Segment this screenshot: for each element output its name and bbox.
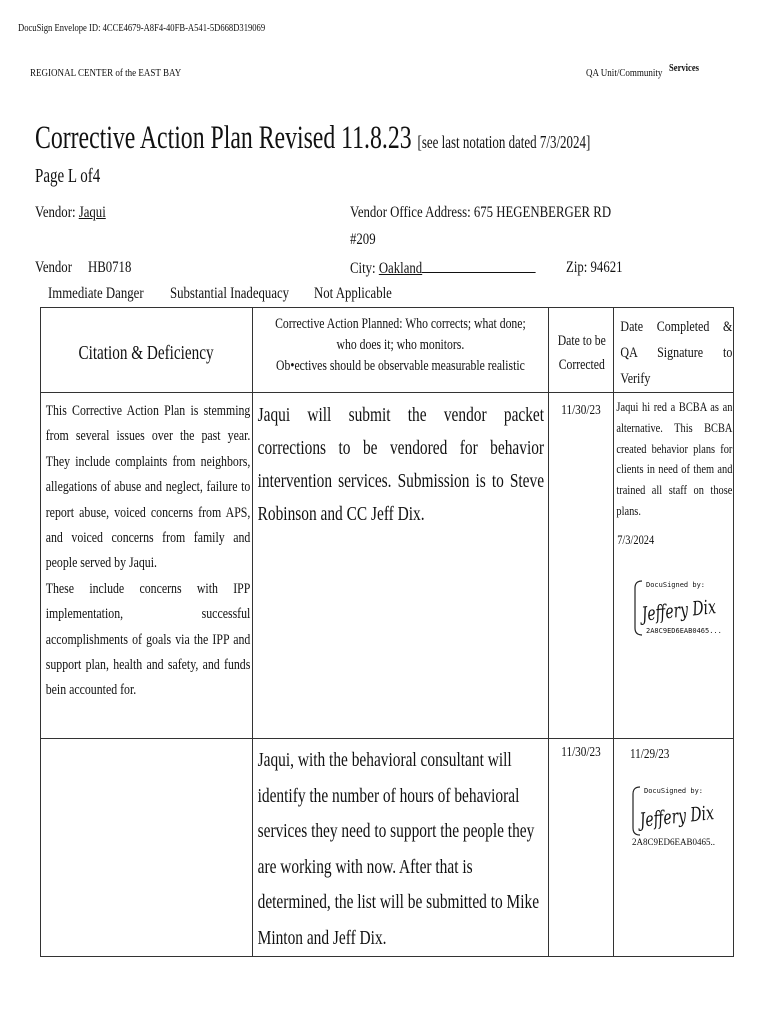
docusign-signature-1 <box>632 577 730 639</box>
vendor-city-row <box>350 259 536 278</box>
header-citation-cell <box>41 308 253 393</box>
vendor-city-label: City: <box>350 260 376 277</box>
header-date-line: Corrected <box>558 357 605 373</box>
signature-id: 2A8C9ED6EAB0465.. <box>631 837 715 847</box>
vendor-id-label: Vendor <box>35 259 72 276</box>
action-text: Jaqui will submit the vendor packet corrections to be vendored for behavior intervention services. Submission is to Steve Robinson and CC Jeff Dix. <box>257 404 545 525</box>
header-completed-line: Verify <box>620 371 651 387</box>
completed-date: 11/29/23 <box>629 747 670 762</box>
category-immediate-danger: Immediate Danger <box>48 285 144 302</box>
date-cell <box>548 393 613 739</box>
completed-cell <box>613 739 733 957</box>
vendor-name: Jaqui <box>78 204 106 221</box>
citation-cell <box>41 393 253 739</box>
signature-graphic <box>632 577 730 639</box>
header-completed-cell <box>613 308 733 393</box>
document-title: Corrective Action Plan Revised 11.8.23 <box>35 120 412 156</box>
header-date-line: Date to be <box>557 333 606 349</box>
action-cell <box>253 393 548 739</box>
citation-paragraph: This Corrective Action Plan is stemming from several issues over the past year. They include complaints from neighbors, allegations of abuse and neglect, failure to report abuse, voiced concerns from APS, and voiced concerns from family and people served by Jaqui. <box>45 403 251 572</box>
vendor-city: Oakland <box>378 260 423 277</box>
table-header-row <box>41 308 734 393</box>
action-text: Jaqui, with the behavioral consultant will identify the number of hours of behavioral services they need to support the people they are working with now. After that is determined, the list will be submitted to Mike Minton and Jeff Dix. <box>257 749 540 949</box>
organization-name: REGIONAL CENTER of the EAST BAY <box>30 67 182 79</box>
vendor-name-label: Vendor: <box>35 204 76 221</box>
signature-name: Jeffery Dix <box>640 595 717 627</box>
citation-text <box>41 393 250 704</box>
qa-unit-label: QA Unit/Community <box>586 67 663 79</box>
signature-name: Jeffery Dix <box>638 801 715 833</box>
header-completed <box>614 308 732 392</box>
qa-unit-services: Services <box>669 62 700 74</box>
completed-date: 7/3/2024 <box>617 531 654 547</box>
signature-label: DocuSigned by: <box>645 581 705 589</box>
header-action <box>253 308 548 377</box>
action-cell <box>253 739 548 957</box>
citation-text <box>41 739 250 745</box>
header-citation: Citation & Deficiency <box>78 342 214 364</box>
header-action-line: Corrective Action Planned: Who corrects; what done; <box>275 316 527 332</box>
title-note: [see last notation dated 7/3/2024] <box>417 132 591 152</box>
vendor-name-row <box>35 204 106 222</box>
signature-graphic <box>630 783 728 849</box>
docusign-signature-2 <box>630 783 728 849</box>
citation-paragraph: These include concerns with IPP implementation, successful accomplishments of goals via the IPP and support plan, health and safety, and funds bein accounted for. <box>45 580 251 699</box>
completed-cell <box>613 393 733 739</box>
table-row <box>41 739 734 957</box>
vendor-suite: #209 <box>350 231 376 248</box>
city-underline <box>422 259 536 273</box>
signature-id: 2A8C9ED6EAB0465... <box>645 627 722 635</box>
vendor-id-row <box>35 259 131 277</box>
vendor-zip: Zip: 94621 <box>566 259 623 276</box>
citation-cell <box>41 739 253 957</box>
vendor-address: Vendor Office Address: 675 HEGENBERGER RD <box>350 204 612 221</box>
date-to-correct: 11/30/23 <box>561 745 601 760</box>
header-action-line: Ob•ectives should be observable measurable realistic <box>276 358 526 374</box>
header-completed-line: QA Signature to <box>620 345 733 361</box>
category-not-applicable: Not Applicable <box>314 285 392 302</box>
docusign-envelope-id: DocuSign Envelope ID: 4CCE4679-A8F4-40FB-A541-5D668D319069 <box>18 22 266 34</box>
table-row <box>41 393 734 739</box>
header-date-cell <box>548 308 613 393</box>
signature-label: DocuSigned by: <box>643 787 703 795</box>
corrective-action-table <box>40 307 734 957</box>
date-to-correct: 11/30/23 <box>561 403 601 418</box>
header-date <box>549 308 614 377</box>
document-title-line <box>35 120 590 157</box>
header-completed-line: Date Completed & <box>620 319 733 335</box>
completed-note: Jaqui hi red a BCBA as an alternative. This BCBA created behavior plans for clients in need of them and trained all staff on those plans. <box>616 399 733 518</box>
category-substantial-inadequacy: Substantial Inadequacy <box>170 285 290 302</box>
vendor-id: HB0718 <box>87 259 132 276</box>
header-action-line: who does it; who monitors. <box>336 337 465 353</box>
date-cell <box>548 739 613 957</box>
header-action-cell <box>253 308 548 393</box>
page-number: Page L of4 <box>35 165 101 187</box>
